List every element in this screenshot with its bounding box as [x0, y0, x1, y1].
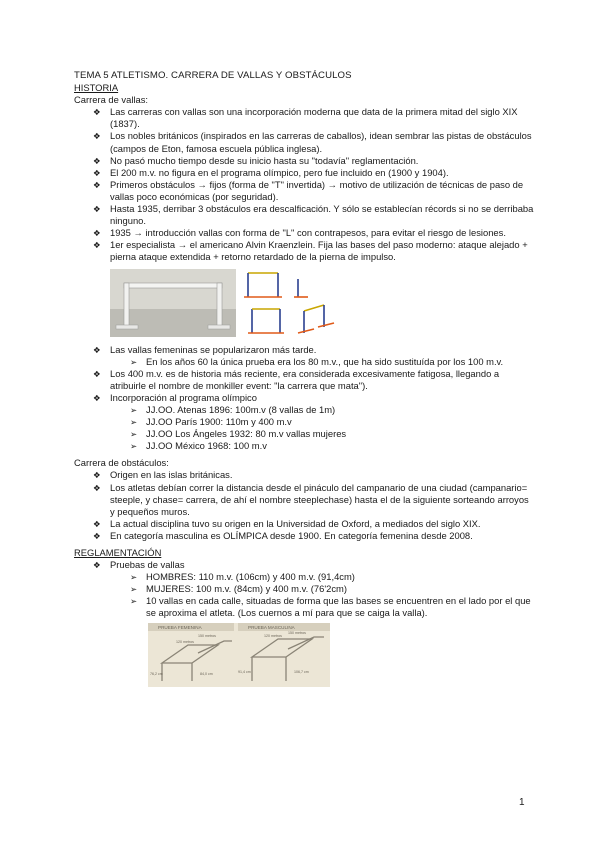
list-item: ➢ En los años 60 la única prueba era los 80 m.v., que ha sido sustituída por los 100 m.v.: [110, 356, 534, 368]
list-item: ➢ JJ.OO París 1900: 110m y 400 m.v: [110, 416, 534, 428]
label-prueba-femenina: PRUEBA FEMENINA: [158, 624, 202, 630]
list-item: ❖ Hasta 1935, derribar 3 obstáculos era descalficación. Y sólo se establecían récords si no se derribaba ninguno.: [74, 203, 534, 227]
list-item: ➢ 10 vallas en cada calle, situadas de forma que las bases se encuentren en el lado por el que se aproxima el atleta. (Los cuernos a mí para que se caiga la valla).: [110, 595, 534, 619]
list-item: ❖ Las vallas femeninas se popularizaron más tarde.: [74, 344, 534, 356]
dim-label: 106,7 cm: [294, 669, 309, 674]
femeninas-sublist: [110, 356, 534, 368]
obstaculos-list: [74, 469, 534, 542]
dim-label: 150 metros: [288, 630, 306, 635]
label-prueba-masculina: PRUEBA MASCULINA: [248, 624, 295, 630]
list-item: ➢ JJ.OO México 1968: 100 m.v: [110, 440, 534, 452]
list-item: ❖ En categoría masculina es OLÍMPICA desde 1900. En categoría femenina desde 2008.: [74, 530, 534, 542]
list-item: ❖ Los 400 m.v. es de historia más reciente, era considerada excesivamente fatigosa, llegando a atribuirle el nombre de monkiller event: "la carrera que mata").: [74, 368, 534, 392]
list-item: ❖ La actual disciplina tuvo su origen en la Universidad de Oxford, a mediados del siglo XIX.: [74, 518, 534, 530]
list-item: ❖ Las carreras con vallas son una incorporación moderna que data de la primera mitad del siglo XIX (1837).: [74, 106, 534, 130]
list-item: ❖ 1935 → introducción vallas con forma de "L" con contrapesos, para evitar el riesgo de lesiones.: [74, 227, 534, 239]
dim-label: 120 metros: [176, 639, 194, 644]
list-item: ❖ 1er especialista → el americano Alvin Kraenzlein. Fija las bases del paso moderno: ataque alejado + pierna ataque extendida + retorno retardado de la pierna de impulso.: [74, 239, 534, 263]
femeninas-list: [74, 344, 534, 356]
hurdle-dimensions-figure: [148, 623, 330, 687]
hurdle-images-row: [110, 267, 534, 341]
list-item: ❖ Los atletas debían correr la distancia desde el pináculo del campanario de una ciudad (campanario= steeple, y chase= carrera, de ahí el nombre steeplechase) hasta el de la siguiente sorteando arroyos y pequeños muros.: [74, 482, 534, 518]
list-item: ➢ JJ.OO Los Ángeles 1932: 80 m.v vallas mujeres: [110, 428, 534, 440]
reglamentacion-sublist: [110, 571, 534, 619]
olympics-sublist: [110, 404, 534, 452]
hurdle-photo: [110, 269, 236, 337]
dim-label: 84,0 cm: [200, 671, 213, 676]
dim-label: 76,2 cm: [150, 671, 163, 676]
hurdle-diagrams: [242, 267, 340, 339]
list-item: ❖ Los nobles británicos (inspirados en las carreras de caballos), idean sembrar las pistas de obstáculos (campos de Eton, famosa escuela pública inglesa).: [74, 130, 534, 154]
section-heading-reglamentacion: REGLAMENTACIÓN: [74, 547, 162, 558]
dim-label: 150 metros: [198, 633, 216, 638]
list-item: ❖ Incorporación al programa olímpico: [74, 392, 534, 404]
list-item: ➢ HOMBRES: 110 m.v. (106cm) y 400 m.v. (91,4cm): [110, 571, 534, 583]
list-item: ❖ No pasó mucho tiempo desde su inicio hasta su "todavía" reglamentación.: [74, 155, 534, 167]
vallas-list: [74, 106, 534, 263]
dim-label: 120 metros: [264, 633, 282, 638]
list-item: ➢ MUJERES: 100 m.v. (84cm) y 400 m.v. (76'2cm): [110, 583, 534, 595]
list-item: ❖ El 200 m.v. no figura en el programa olímpico, pero fue incluido en (1900 y 1904).: [74, 167, 534, 179]
list-item: ❖ Pruebas de vallas: [74, 559, 534, 571]
reglamentacion-list: [74, 559, 534, 571]
history-list-2: [74, 368, 534, 404]
page-number: 1: [519, 797, 525, 808]
dim-label: 91,4 cm: [238, 669, 251, 674]
subheading-carrera-vallas: Carrera de vallas:: [74, 94, 148, 106]
section-heading-historia: HISTORIA: [74, 82, 119, 94]
list-item: ➢ JJ.OO. Atenas 1896: 100m.v (8 vallas de 1m): [110, 404, 534, 416]
list-item: ❖ Origen en las islas británicas.: [74, 469, 534, 481]
document-title: TEMA 5 ATLETISMO. CARRERA DE VALLAS Y OBSTÁCULOS: [74, 70, 352, 81]
subheading-carrera-obstaculos: Carrera de obstáculos:: [74, 457, 169, 469]
document-body: [74, 70, 534, 690]
list-item: ❖ Primeros obstáculos → fijos (forma de "T" invertida) → motivo de utilización de técnicas de paso de vallas poco económicas (por seguridad).: [74, 179, 534, 203]
